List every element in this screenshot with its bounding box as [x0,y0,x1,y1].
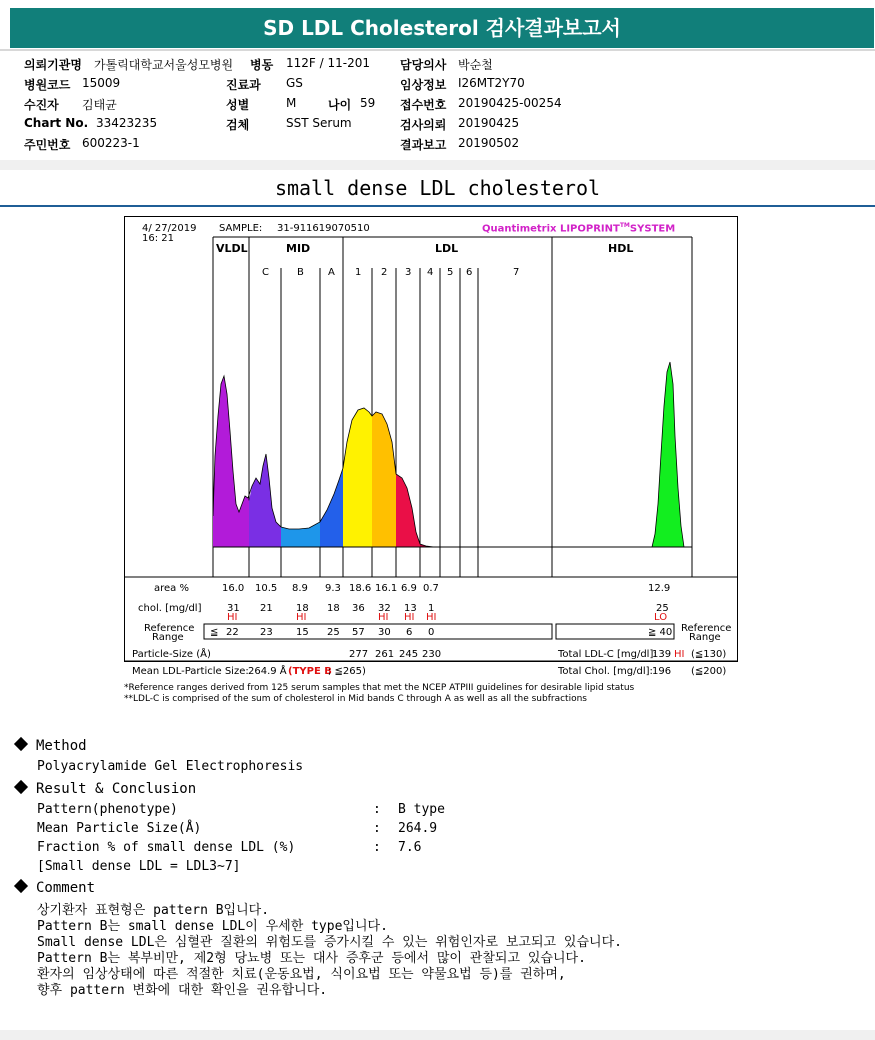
chol-ldl2: 32 [378,603,391,614]
report-date-value: 20190502 [458,136,520,150]
receipt-no-label: 접수번호 [400,98,447,112]
info-row-3 [24,93,854,113]
chol-mid-c: 21 [260,603,273,614]
institution-label: 의뢰기관명 [24,58,82,72]
ref-mid-b: 15 [296,627,309,638]
band-label-6: 6 [466,267,473,278]
total-chol-label: Total Chol. [mg/dl]: [558,666,653,677]
group-label-vldl: VLDL [216,242,248,255]
hospital-code-label: 병원코드 [24,78,71,92]
system-name: Quantimetrix LIPOPRINT [482,223,620,235]
ref-hdl: ≧ 40 [648,627,673,638]
chol-flag-ldl3: HI [404,612,415,623]
age-label: 나이 [328,98,352,112]
lipoprint-report [124,216,738,688]
result-value: B type [398,802,445,817]
group-label-ldl: LDL [435,242,459,255]
peak-mid-c [249,454,281,547]
diamond-bullet-icon [14,879,28,893]
sex-label: 성별 [226,98,250,112]
ref-ldl3: 6 [406,627,413,638]
result-value: 7.6 [398,840,422,855]
report-banner [0,0,875,60]
row-label-area: area % [154,583,189,594]
result-row [12,821,852,841]
peak-ldl2 [372,412,396,547]
system-brand [482,222,675,234]
comment-line: 향후 pattern 변화에 대한 확인을 권유합니다. [37,983,328,998]
mean-size-type: (TYPE B [288,666,332,677]
chol-vldl: 31 [227,603,240,614]
band-label-c: C [262,267,269,278]
method-heading-line [12,738,87,754]
resident-no-value: 600223-1 [82,136,140,150]
system-tm: TM [619,222,630,229]
area-mid-a: 9.3 [325,583,341,594]
mean-size-ref: ; ≦265) [328,666,366,677]
result-heading: Result & Conclusion [36,781,197,797]
area-hdl: 12.9 [648,583,671,594]
ref-mid-c: 23 [260,627,273,638]
ref-ldl2: 30 [378,627,391,638]
request-date-label: 검사의뢰 [400,118,447,132]
row-label-range: Range [152,632,184,643]
clinical-info-label: 임상정보 [400,78,447,92]
chol-mid-b: 18 [296,603,309,614]
info-row-1 [24,53,854,73]
clinical-info-value: I26MT2Y70 [458,76,525,90]
result-colon: : [373,802,381,817]
result-value: 264.9 [398,821,438,836]
chart-no-label: Chart No. [24,116,89,130]
band-label-b: B [297,267,304,278]
chol-flag-ldl4: HI [426,612,437,623]
receipt-no-value: 20190425-00254 [458,96,562,110]
doctor-value: 박순철 [458,58,493,72]
comment-heading-line [12,880,95,896]
band-label-2: 2 [381,267,388,278]
report-time: 16: 21 [142,233,174,244]
diamond-bullet-icon [14,780,28,794]
total-ldl-flag: HI [674,649,685,660]
chol-ldl1: 36 [352,603,365,614]
particle-size-ldl2: 261 [375,649,395,660]
ref-vldl: 22 [226,627,239,638]
band-label-7: 7 [513,267,520,278]
institution-value: 가톨릭대학교서울성모병원 [94,58,234,72]
bottom-separator [0,1030,875,1040]
doctor-label: 담당의사 [400,58,447,72]
method-heading: Method [36,738,87,754]
info-row-2 [24,73,854,93]
row-label-reference: Reference [144,623,195,634]
band-label-1: 1 [355,267,362,278]
ref-prefix: ≦ [210,627,219,638]
ward-value: 112F / 11-201 [286,56,370,70]
diamond-bullet-icon [14,737,28,751]
area-ldl3: 6.9 [401,583,417,594]
method-text: Polyacrylamide Gel Electrophoresis [37,759,304,774]
request-date-value: 20190425 [458,116,520,130]
group-label-mid: MID [286,242,311,255]
band-label-4: 4 [427,267,434,278]
row-label-mean: Mean LDL-Particle Size: [132,666,249,677]
report-date: 4/ 27/2019 [142,223,197,234]
department-value: GS [286,76,303,90]
result-row [12,802,852,822]
result-colon: : [373,821,381,836]
report-title: SD LDL Cholesterol 검사결과보고서 [10,8,874,48]
chol-flag-hdl: LO [654,612,668,623]
comment-line: Small dense LDL은 심혈관 질환의 위험도를 증가시킬 수 있는 위험인자로 보고되고 있습니다. [37,935,622,950]
area-mid-c: 10.5 [255,583,278,594]
peak-ldl1 [343,408,372,547]
chol-flag-mid-b: HI [296,612,307,623]
area-ldl1: 18.6 [349,583,372,594]
result-row [12,840,852,860]
section-separator [0,160,875,170]
area-mid-b: 8.9 [292,583,308,594]
sample-id: 31-911619070510 [277,223,370,234]
hospital-code-value: 15009 [82,76,121,90]
footnote-2: **LDL-C is comprised of the sum of cholesterol in Mid bands C through A as well as all the subfractions [124,694,587,704]
row-label-particle: Particle-Size (Å) [132,649,211,660]
report-date-label: 결과보고 [400,138,447,152]
total-ldl-ref: (≦130) [691,649,727,660]
examinee-label: 수진자 [24,98,59,112]
chol-ldl4: 1 [428,603,435,614]
info-row-5 [24,133,854,153]
band-separators [213,237,692,577]
specimen-label: 검체 [226,118,250,132]
result-note: [Small dense LDL = LDL3~7] [37,859,241,874]
chol-flag-vldl: HI [227,612,238,623]
row-label-reference-right: Reference [681,623,732,634]
banner-shadow [0,49,875,51]
chol-flag-ldl2: HI [378,612,389,623]
row-label-range-right: Range [689,632,721,643]
peak-ldl3 [396,474,420,547]
ref-ldl1: 57 [352,627,365,638]
patient-info [24,53,854,157]
comment-heading: Comment [36,880,96,896]
total-ldl-label: Total LDL-C [mg/dl]: [558,649,657,660]
ward-label: 병동 [250,58,274,72]
particle-size-ldl4: 230 [422,649,442,660]
resident-no-label: 주민번호 [24,138,71,152]
result-colon: : [373,840,381,855]
section-underline [0,205,875,207]
examinee-value: 김태균 [82,98,117,112]
result-heading-line [12,781,196,797]
band-label-a: A [328,267,335,278]
band-label-3: 3 [405,267,412,278]
area-ldl4: 0.7 [423,583,439,594]
peak-mid-a [320,468,343,547]
group-label-hdl: HDL [608,242,634,255]
chol-hdl: 25 [656,603,669,614]
total-ldl-value: 139 [652,649,672,660]
result-label: Fraction % of small dense LDL (%) [37,840,296,855]
ref-ldl4: 0 [428,627,435,638]
info-row-4 [24,113,854,133]
department-label: 진료과 [226,78,261,92]
row-label-chol: chol. [mg/dl] [138,603,202,614]
sex-value: M [286,96,297,110]
chol-mid-a: 18 [327,603,340,614]
result-label: Pattern(phenotype) [37,802,178,817]
comment-line: Pattern B는 small dense LDL이 우세한 type입니다. [37,919,388,934]
section-title: small dense LDL cholesterol [274,176,601,200]
footnote-1: *Reference ranges derived from 125 serum samples that met the NCEP ATPIII guidelines for desirable lipid status [124,683,635,693]
chol-ldl3: 13 [404,603,417,614]
comment-line: 상기환자 표현형은 pattern B입니다. [37,903,270,918]
particle-size-ldl3: 245 [399,649,419,660]
area-ldl2: 16.1 [375,583,398,594]
particle-size-ldl1: 277 [349,649,369,660]
total-chol-value: 196 [652,666,672,677]
ref-mid-a: 25 [327,627,340,638]
age-value: 59 [360,96,376,110]
area-vldl: 16.0 [222,583,245,594]
system-suffix: SYSTEM [629,223,676,235]
peak-vldl [213,376,249,547]
chart-no-value: 33423235 [96,116,158,130]
result-label: Mean Particle Size(Å) [37,821,202,836]
sample-label: SAMPLE: [219,223,263,234]
specimen-value: SST Serum [286,116,352,130]
mean-size-value: 264.9 Å [248,666,287,677]
peak-mid-b [281,522,320,547]
band-label-5: 5 [447,267,454,278]
comment-line: Pattern B는 복부비만, 제2형 당뇨병 또는 대사 증후군 등에서 많이 관찰되고 있습니다. [37,951,586,966]
total-chol-ref: (≦200) [691,666,727,677]
profile-outline [213,362,692,547]
comment-line: 환자의 임상상태에 따른 적절한 치료(운동요법, 식이요법 또는 약물요법 등)를 권하며, [37,967,566,982]
